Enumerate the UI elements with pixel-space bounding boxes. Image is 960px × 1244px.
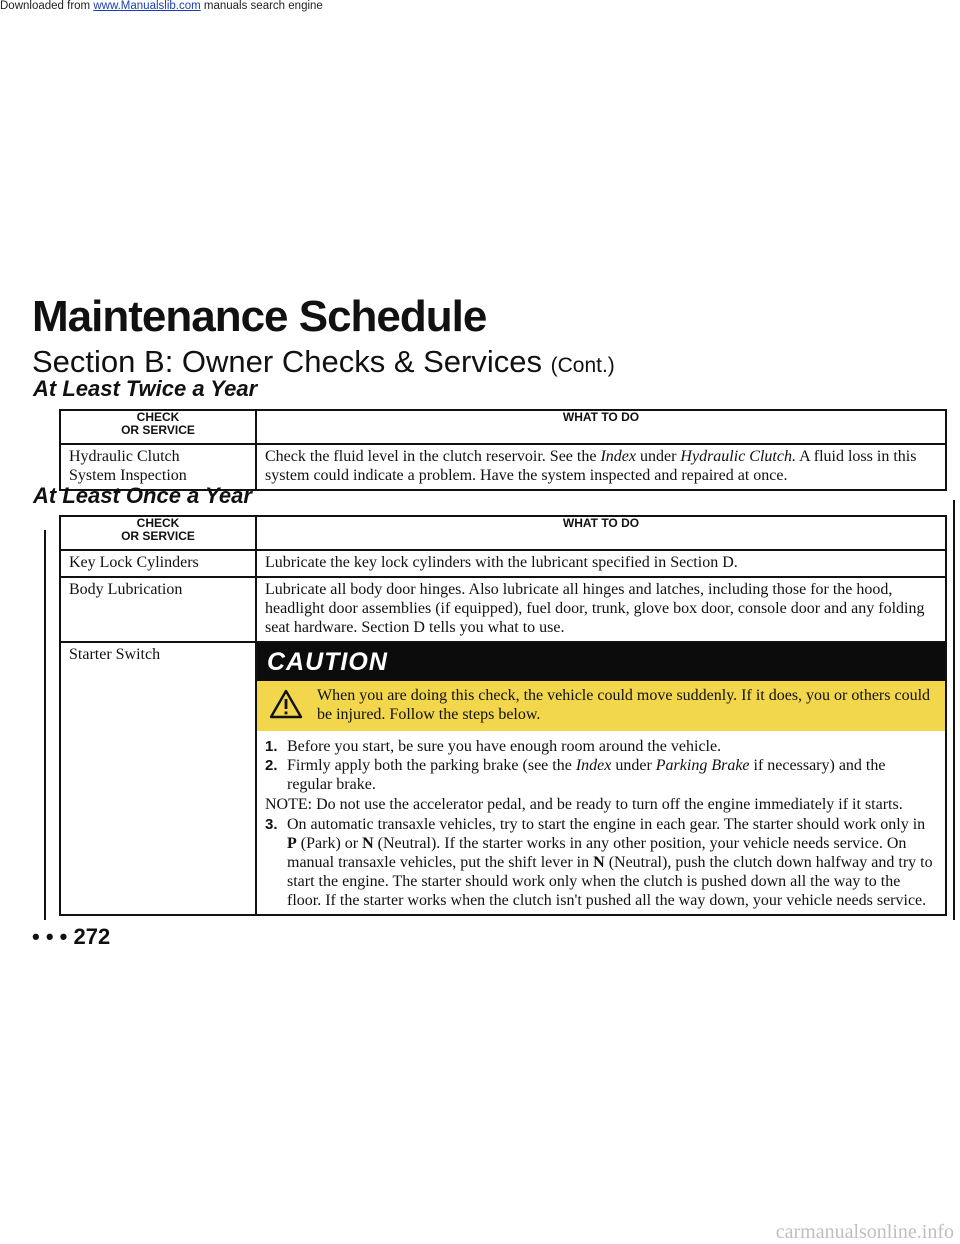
step-text: Before you start, be sure you have enough room around the vehicle. — [287, 738, 722, 755]
page-number-value: 272 — [73, 924, 111, 949]
table-row — [60, 642, 946, 915]
step-text-part: Firmly apply both the parking brake (see the — [287, 757, 576, 774]
header-line2: OR SERVICE — [121, 423, 195, 437]
item-line1: Hydraulic Clutch — [69, 448, 180, 465]
caution-header: CAUTION — [257, 643, 945, 681]
once-a-year-heading: At Least Once a Year — [33, 483, 252, 508]
warning-triangle-icon — [269, 689, 303, 719]
banner-prefix: Downloaded from — [0, 0, 94, 12]
what-to-do-header: WHAT TO DO — [256, 410, 946, 444]
index-ref: Index — [575, 757, 612, 774]
watermark-text: carmanualsonline.info — [775, 1221, 954, 1243]
page-title: Maintenance Schedule — [32, 292, 487, 341]
table-header-row — [60, 516, 946, 550]
page-number-dots: • • • — [32, 924, 68, 949]
step-text-part: (Neutral), push the clutch down halfway and try to start the engine. The starter should work only when the clutch is pushed down all the way to the floor. If the starter works when the clutch isn't pushed all the way down, your vehicle needs service. — [287, 854, 933, 909]
gear-letter: N — [593, 854, 605, 871]
what-to-do-header: WHAT TO DO — [256, 516, 946, 550]
gear-letter: P — [287, 835, 297, 852]
step-2 — [265, 756, 933, 794]
step-note: NOTE: Do not use the accelerator pedal, and be ready to turn off the engine immediately if it starts. — [265, 796, 903, 813]
table-row — [60, 577, 946, 642]
step-number: 3. — [265, 816, 278, 833]
left-margin-rule — [44, 530, 46, 920]
desc-text: Check the fluid level in the clutch reservoir. See the — [265, 448, 601, 465]
service-item: Body Lubrication — [60, 577, 256, 642]
service-item: Starter Switch — [60, 642, 256, 915]
starter-switch-description — [256, 642, 946, 915]
twice-a-year-heading: At Least Twice a Year — [33, 376, 258, 401]
step-1 — [265, 737, 933, 756]
caution-box — [257, 681, 945, 731]
step-number: 1. — [265, 738, 278, 755]
item-line2: System Inspection — [69, 467, 187, 484]
step-text-part: On automatic transaxle vehicles, try to start the engine in each gear. The starter should work only in — [287, 816, 926, 833]
section-cont: (Cont.) — [550, 354, 615, 377]
service-item: Key Lock Cylinders — [60, 550, 256, 577]
caution-text: When you are doing this check, the vehicle could move suddenly. If it does, you or others could be injured. Follow the steps below. — [317, 687, 931, 723]
step-text-part: under — [611, 757, 656, 774]
header-line1: CHECK — [136, 516, 180, 530]
page-number — [32, 924, 110, 950]
service-description — [256, 444, 946, 490]
watermark — [0, 1221, 960, 1241]
index-topic: Parking Brake — [655, 757, 750, 774]
twice-a-year-table — [59, 409, 947, 491]
desc-text: under — [635, 448, 681, 465]
check-or-service-header — [60, 410, 256, 444]
once-a-year-table — [59, 515, 947, 916]
step-3 — [265, 815, 933, 910]
manualslib-link[interactable]: www.Manualslib.com — [93, 0, 201, 12]
banner-suffix: manuals search engine — [200, 0, 323, 12]
step-text-part: (Park) or — [296, 835, 363, 852]
step-text — [287, 815, 933, 910]
starter-check-steps — [257, 731, 945, 914]
step-text-part: (Neutral). If the starter works in any other position, your vehicle needs service. On manual transaxle vehicles, put the shift lever in — [287, 835, 907, 871]
right-margin-rule — [953, 500, 955, 920]
step-text-part: if necessary) and the regular brake. — [287, 757, 886, 793]
step-number: 2. — [265, 757, 278, 774]
header-line1: CHECK — [136, 410, 180, 424]
table-header-row — [60, 410, 946, 444]
table-row — [60, 550, 946, 577]
step-text — [287, 756, 933, 794]
header-line2: OR SERVICE — [121, 529, 195, 543]
gear-letter: N — [362, 835, 374, 852]
service-description: Lubricate the key lock cylinders with the lubricant specified in Section D. — [256, 550, 946, 577]
check-or-service-header — [60, 516, 256, 550]
section-title — [32, 344, 615, 380]
service-description: Lubricate all body door hinges. Also lubricate all hinges and latches, including those for the hood, headlight door assemblies (if equipped), fuel door, trunk, glove box door, console door and any folding seat hardware. Section D tells you what to use. — [256, 577, 946, 642]
download-banner — [0, 0, 960, 14]
index-topic: Hydraulic Clutch. — [680, 448, 796, 465]
desc-text: A fluid loss in this system could indicate a problem. Have the system inspected and repaired at once. — [265, 448, 917, 484]
index-ref: Index — [600, 448, 636, 465]
section-title-text: Section B: Owner Checks & Services — [32, 344, 542, 379]
